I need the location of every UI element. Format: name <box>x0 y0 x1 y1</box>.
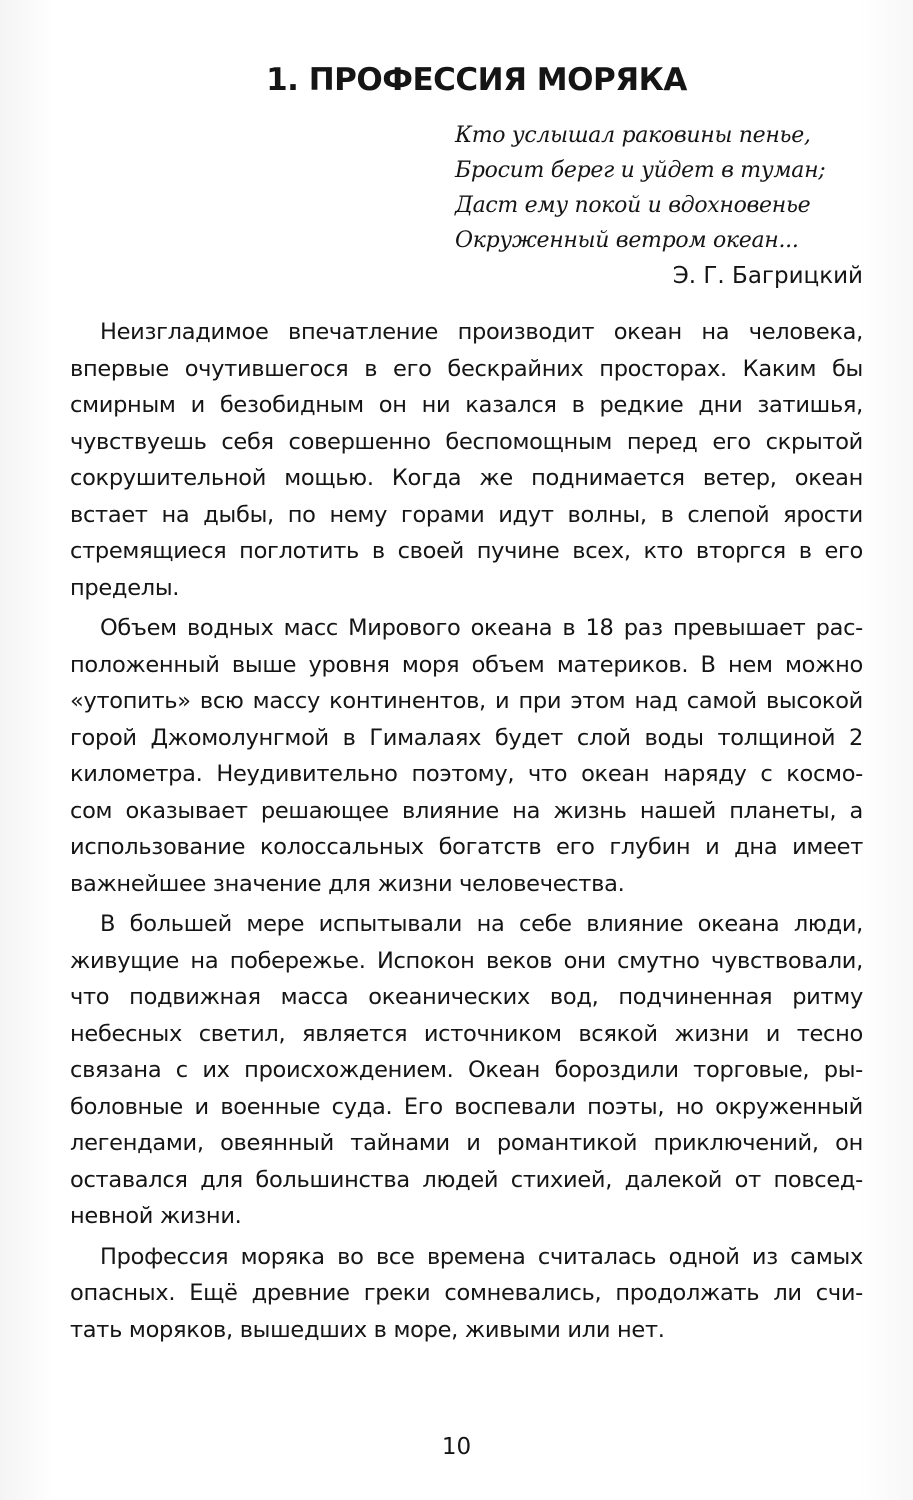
text-line: использование колоссальных богатств его глубин и дна имеет <box>70 834 863 860</box>
text-line: живущие на побережье. Испокон веков они смутно чувствовали, <box>70 947 863 974</box>
epigraph-line: Окруженный ветром океан... <box>455 228 799 253</box>
epigraph-line: Кто услышал раковины пенье, <box>455 123 811 148</box>
text-line: сом оказывает решающее влияние на жизнь нашей планеты, а <box>70 797 863 824</box>
text-line: Профессия моряка во все времена считалась одной из самых <box>100 1243 863 1270</box>
paragraph-4 <box>70 1239 863 1349</box>
epigraph-line: Бросит берег и уйдет в туман; <box>455 158 826 183</box>
text-line: Неизгладимое впечатление производит океан на человека, <box>100 319 863 345</box>
epigraph <box>455 118 863 258</box>
text-line: пределы. <box>70 574 180 601</box>
text-line: небесных светил, является источником всякой жизни и тесно <box>70 1020 863 1047</box>
page-number: 10 <box>441 1434 472 1460</box>
text-line: важнейшее значение для жизни человечества. <box>70 870 625 897</box>
text-line: впервые очутившегося в его бескрайних просторах. Каким бы <box>70 355 863 382</box>
text-line: чувствуешь себя совершенно беспомощным перед его скрытой <box>70 428 863 455</box>
chapter-title: 1. ПРОФЕССИЯ МОРЯКА <box>266 62 687 98</box>
text-line: легендами, овеянный тайнами и романтикой приключений, он <box>70 1130 863 1156</box>
text-line: В большей мере испытывали на себе влияние океана люди, <box>100 911 863 937</box>
text-line: связана с их происхождением. Океан бороздили торговые, ры- <box>70 1057 863 1083</box>
text-line: что подвижная масса океанических вод, подчиненная ритму <box>70 984 863 1010</box>
epigraph-line: Даст ему покой и вдохновенье <box>455 193 811 218</box>
body-text <box>70 314 863 1348</box>
text-line: километра. Неудивительно поэтому, что океан наряду с космо- <box>70 761 863 787</box>
text-line: сокрушительной мощью. Когда же поднимается ветер, океан <box>70 465 863 491</box>
paragraph-3 <box>70 906 863 1235</box>
text-line: встает на дыбы, по нему горами идут волны, в слепой ярости <box>70 501 863 528</box>
text-line: горой Джомолунгмой в Гималаях будет слой воды толщиной 2 <box>70 724 863 751</box>
text-line: опасных. Ещё древние греки сомневались, продолжать ли счи- <box>70 1280 863 1306</box>
text-line: смирным и безобидным он ни казался в редкие дни затишья, <box>70 392 863 418</box>
text-line: положенный выше уровня моря объем материков. В нем можно <box>70 651 863 678</box>
paragraph-1 <box>70 314 863 606</box>
text-line: тать моряков, вышедших в море, живыми или нет. <box>70 1316 665 1343</box>
text-line: боловные и военные суда. Его воспевали поэты, но окруженный <box>70 1093 863 1120</box>
text-line: «утопить» всю массу континентов, и при этом над самой высокой <box>70 688 863 714</box>
epigraph-author: Э. Г. Багрицкий <box>672 263 863 289</box>
text-line: Объем водных масс Мирового океана в 18 раз превышает рас- <box>100 615 863 641</box>
text-line: невной жизни. <box>70 1203 242 1229</box>
text-line: стремящиеся поглотить в своей пучине всех, кто вторгся в его <box>70 538 863 564</box>
text-line: оставался для большинства людей стихией, далекой от повсед- <box>70 1166 863 1193</box>
paragraph-2 <box>70 610 863 902</box>
page-content <box>70 60 863 1348</box>
